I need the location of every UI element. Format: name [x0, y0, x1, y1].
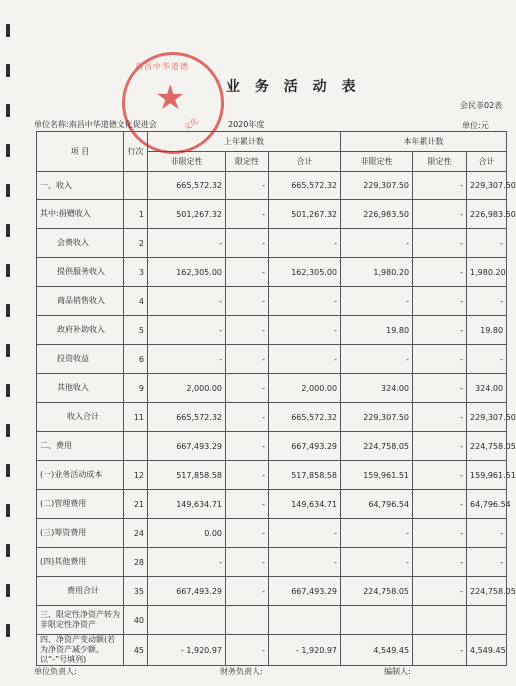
row-label: 投资收益 [37, 345, 124, 374]
cell-ty-u: 4,549.45 [341, 635, 413, 666]
cell-ly-t: 665,572.32 [269, 403, 341, 432]
cell-ty-t: - [467, 345, 507, 374]
header-this-year: 本年累计数 [341, 132, 507, 152]
cell-ly-r: - [226, 635, 269, 666]
cell-ty-t: 159,961.51 [467, 461, 507, 490]
cell-ty-u: 224,758.05 [341, 432, 413, 461]
cell-ty-u: - [341, 345, 413, 374]
cell-ly-r: - [226, 172, 269, 200]
seal-text-lower: 文化 [181, 116, 201, 133]
table-row [37, 635, 507, 666]
row-label: (四)其他费用 [37, 548, 124, 577]
row-label: 收入合计 [37, 403, 124, 432]
row-number: 5 [124, 316, 148, 345]
cell-ty-r: - [413, 229, 467, 258]
row-label: (三)筹资费用 [37, 519, 124, 548]
cell-ly-u: 667,493.29 [148, 577, 226, 606]
cell-ty-t: - [467, 229, 507, 258]
table-row [37, 432, 507, 461]
table-row [37, 374, 507, 403]
cell-ly-r: - [226, 374, 269, 403]
cell-ly-u: 667,493.29 [148, 432, 226, 461]
cell-ty-r: - [413, 287, 467, 316]
cell-ty-u: - [341, 519, 413, 548]
cell-ly-u: - [148, 229, 226, 258]
cell-ty-t: - [467, 287, 507, 316]
row-number: 4 [124, 287, 148, 316]
cell-ty-u: - [341, 287, 413, 316]
cell-ty-u: 229,307.50 [341, 172, 413, 200]
row-label: 其中:捐赠收入 [37, 200, 124, 229]
cell-ly-t: - [269, 316, 341, 345]
row-label: 三、限定性净资产转为非限定性净资产 [37, 606, 124, 635]
footer-head: 单位负责人: [34, 667, 77, 676]
cell-ty-r: - [413, 316, 467, 345]
document-title: 业 务 活 动 表 [226, 79, 361, 95]
table-row [37, 403, 507, 432]
header-item: 项 目 [37, 132, 124, 172]
cell-ly-r: - [226, 548, 269, 577]
cell-ly-u: - [148, 316, 226, 345]
row-label: (二)管理费用 [37, 490, 124, 519]
cell-ly-u: - 1,920.97 [148, 635, 226, 666]
cell-ty-r: - [413, 548, 467, 577]
header-ly-unrestricted: 非限定性 [148, 152, 226, 172]
cell-ty-r: - [413, 519, 467, 548]
cell-ty-t: 226,983.50 [467, 200, 507, 229]
cell-ly-u: - [148, 548, 226, 577]
cell-ly-r [226, 606, 269, 635]
cell-ty-u: 1,980.20 [341, 258, 413, 287]
cell-ly-t: - [269, 519, 341, 548]
cell-ly-t: 2,000.00 [269, 374, 341, 403]
row-label: 其他收入 [37, 374, 124, 403]
cell-ly-u: 149,634.71 [148, 490, 226, 519]
cell-ty-u: 159,961.51 [341, 461, 413, 490]
row-number: 21 [124, 490, 148, 519]
form-code: 会民非02表 [460, 101, 503, 110]
row-label: 商品销售收入 [37, 287, 124, 316]
row-number: 1 [124, 200, 148, 229]
row-number: 3 [124, 258, 148, 287]
cell-ly-r: - [226, 287, 269, 316]
cell-ty-t: 224,758.05 [467, 432, 507, 461]
row-label: 四、净资产变动额(若为净资产减少额,以“-”号填列) [37, 635, 124, 666]
cell-ly-u: 2,000.00 [148, 374, 226, 403]
table-row [37, 258, 507, 287]
cell-ly-t: 149,634.71 [269, 490, 341, 519]
row-number: 12 [124, 461, 148, 490]
cell-ty-u: - [341, 548, 413, 577]
activity-table [36, 131, 516, 666]
table-row [37, 548, 507, 577]
header-row-no: 行次 [124, 132, 148, 172]
row-number: 40 [124, 606, 148, 635]
cell-ty-t [467, 606, 507, 635]
cell-ly-t: 517,858.58 [269, 461, 341, 490]
cell-ly-t: - [269, 345, 341, 374]
row-number: 28 [124, 548, 148, 577]
cell-ty-u: 224,758.05 [341, 577, 413, 606]
cell-ly-t: - 1,920.97 [269, 635, 341, 666]
table-row [37, 461, 507, 490]
table-row [37, 200, 507, 229]
cell-ly-u: 162,305.00 [148, 258, 226, 287]
money-unit: 单位:元 [462, 121, 489, 130]
cell-ly-r: - [226, 200, 269, 229]
cell-ly-r: - [226, 258, 269, 287]
row-number: 6 [124, 345, 148, 374]
header-ty-unrestricted: 非限定性 [341, 152, 413, 172]
cell-ly-r: - [226, 577, 269, 606]
cell-ly-t: - [269, 287, 341, 316]
header-ty-total: 合计 [467, 152, 507, 172]
table-row [37, 172, 507, 200]
cell-ty-t: - [467, 519, 507, 548]
row-label: 二、费用 [37, 432, 124, 461]
cell-ty-r: - [413, 200, 467, 229]
cell-ty-r: - [413, 345, 467, 374]
row-label: 一、收入 [37, 172, 124, 200]
table-row [37, 316, 507, 345]
cell-ty-r: - [413, 490, 467, 519]
cell-ty-r [413, 606, 467, 635]
row-number [124, 432, 148, 461]
cell-ty-u: 64,796.54 [341, 490, 413, 519]
cell-ty-t: 224,758.05 [467, 577, 507, 606]
row-label: 会费收入 [37, 229, 124, 258]
row-label: 提供服务收入 [37, 258, 124, 287]
row-number: 35 [124, 577, 148, 606]
cell-ly-t [269, 606, 341, 635]
row-number: 9 [124, 374, 148, 403]
cell-ly-r: - [226, 490, 269, 519]
cell-ly-u: 517,858.58 [148, 461, 226, 490]
cell-ty-t: 64,796.54 [467, 490, 507, 519]
cell-ly-u [148, 606, 226, 635]
binding-holes [0, 0, 16, 686]
cell-ty-u [341, 606, 413, 635]
cell-ty-r: - [413, 258, 467, 287]
cell-ty-u: 229,307.50 [341, 403, 413, 432]
cell-ly-r: - [226, 316, 269, 345]
cell-ly-t: 501,267.32 [269, 200, 341, 229]
table-row [37, 606, 507, 635]
cell-ty-t: 229,307.50 [467, 403, 507, 432]
table-row [37, 577, 507, 606]
row-label: 费用合计 [37, 577, 124, 606]
row-number: 11 [124, 403, 148, 432]
row-number: 2 [124, 229, 148, 258]
header-ly-total: 合计 [269, 152, 341, 172]
cell-ly-u: 0.00 [148, 519, 226, 548]
cell-ly-u: - [148, 345, 226, 374]
cell-ty-r: - [413, 403, 467, 432]
cell-ly-r: - [226, 229, 269, 258]
table-row [37, 345, 507, 374]
table-row [37, 490, 507, 519]
cell-ly-u: 665,572.32 [148, 403, 226, 432]
cell-ly-t: 162,305.00 [269, 258, 341, 287]
cell-ly-u: 501,267.32 [148, 200, 226, 229]
cell-ty-r: - [413, 461, 467, 490]
cell-ly-r: - [226, 461, 269, 490]
cell-ty-t: 4,549.45 [467, 635, 507, 666]
cell-ly-r: - [226, 403, 269, 432]
cell-ly-t: - [269, 229, 341, 258]
seal-text: 南昌中华道德 [135, 62, 189, 71]
cell-ly-r: - [226, 345, 269, 374]
cell-ty-t: 229,307.50 [467, 172, 507, 200]
header-ty-restricted: 限定性 [413, 152, 467, 172]
cell-ly-r: - [226, 519, 269, 548]
cell-ty-t: - [467, 548, 507, 577]
cell-ty-t: 1,980.20 [467, 258, 507, 287]
cell-ty-r: - [413, 635, 467, 666]
cell-ty-u: 324.00 [341, 374, 413, 403]
header-last-year: 上年累计数 [148, 132, 341, 152]
cell-ty-r: - [413, 432, 467, 461]
cell-ty-u: 226,983.50 [341, 200, 413, 229]
cell-ty-u: - [341, 229, 413, 258]
row-label: 政府补助收入 [37, 316, 124, 345]
cell-ly-u: - [148, 287, 226, 316]
table-row [37, 287, 507, 316]
row-number [124, 172, 148, 200]
cell-ly-t: 665,572.32 [269, 172, 341, 200]
cell-ty-r: - [413, 172, 467, 200]
cell-ty-t: 324.00 [467, 374, 507, 403]
cell-ty-r: - [413, 374, 467, 403]
footer-maker: 编制人: [384, 667, 411, 676]
cell-ty-t: 19.80 [467, 316, 507, 345]
cell-ly-t: - [269, 548, 341, 577]
row-number: 24 [124, 519, 148, 548]
seal-star-icon: ★ [155, 78, 186, 118]
table-row [37, 229, 507, 258]
unit-name: 单位名称:南昌中华道德文化促进会 [34, 120, 157, 129]
report-year: 2020年度 [228, 120, 265, 129]
cell-ly-t: 667,493.29 [269, 577, 341, 606]
cell-ly-r: - [226, 432, 269, 461]
cell-ly-t: 667,493.29 [269, 432, 341, 461]
row-number: 45 [124, 635, 148, 666]
table-row [37, 519, 507, 548]
cell-ty-u: 19.80 [341, 316, 413, 345]
cell-ly-u: 665,572.32 [148, 172, 226, 200]
row-label: (一)业务活动成本 [37, 461, 124, 490]
header-ly-restricted: 限定性 [226, 152, 269, 172]
footer-finance: 财务负责人: [220, 667, 263, 676]
cell-ty-r: - [413, 577, 467, 606]
